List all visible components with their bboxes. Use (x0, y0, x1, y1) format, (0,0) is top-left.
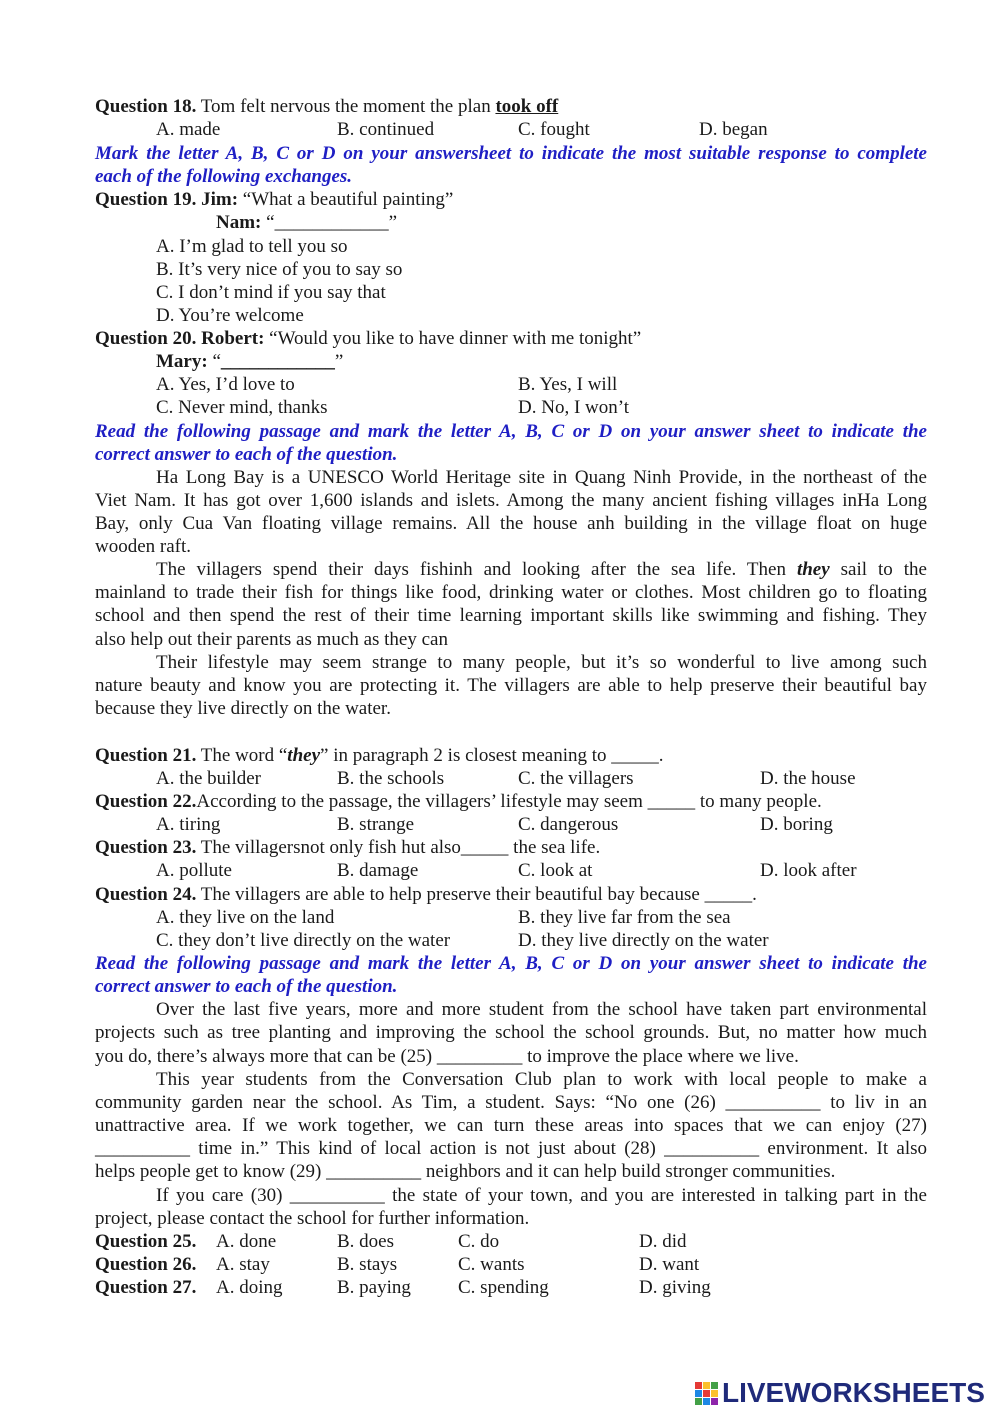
q18-option-a[interactable]: A. made (156, 119, 221, 140)
q20-options-row2 (95, 396, 927, 419)
q24-option-b[interactable]: B. they live far from the sea (518, 907, 731, 928)
q22-option-a[interactable]: A. tiring (156, 814, 221, 835)
q18-number: Question 18. (95, 96, 197, 117)
q25-option-c[interactable]: C. do (458, 1231, 500, 1252)
q20-speaker-robert: Robert: (196, 328, 265, 349)
q20-robert-line: “Would you like to have dinner with me tonight” (264, 328, 642, 349)
q27-option-b[interactable]: B. paying (337, 1277, 411, 1298)
q24-stem (95, 883, 757, 906)
q23-option-d[interactable]: D. look after (760, 860, 857, 881)
passage1-p3-line3: because they live directly on the water. (95, 698, 391, 719)
passage2-p2-line3: unattractive area. If we work together, we can turn these areas into spaces that we can enjoy (27) (95, 1115, 927, 1136)
passage2-p2-line1: This year students from the Conversation Club plan to work with local people to make a (156, 1069, 927, 1090)
q21-option-b[interactable]: B. the schools (337, 768, 445, 789)
passage2-p1-line3: you do, there’s always more that can be (25) _________ to improve the place where we live. (95, 1046, 799, 1067)
q22-options (95, 813, 927, 836)
q24-option-c[interactable]: C. they don’t live directly on the water (156, 930, 451, 951)
q19-option-c[interactable]: C. I don’t mind if you say that (156, 282, 386, 303)
instruction-passage1-line2: correct answer to each of the question. (95, 444, 398, 465)
q23-stem (95, 836, 600, 859)
passage1-p2-line1 (156, 558, 927, 581)
instruction-passage2-line2: correct answer to each of the question. (95, 976, 398, 997)
q19-speaker-nam: Nam: (216, 212, 262, 233)
q24-text: The villagers are able to help preserve their beautiful bay because _____. (196, 884, 757, 905)
q20-options-row1 (95, 373, 927, 396)
q18-options (95, 118, 927, 141)
q25-number: Question 25. (95, 1231, 197, 1252)
passage1-p1-line4: wooden raft. (95, 536, 192, 557)
q20-number: Question 20. (95, 328, 197, 349)
q25-option-d[interactable]: D. did (639, 1231, 687, 1252)
q24-options-row1 (95, 906, 927, 929)
q19-stem (95, 188, 453, 211)
q25-option-b[interactable]: B. does (337, 1231, 394, 1252)
passage2-p2-line5: helps people get to know (29) __________ neighbors and it can help build stronger communities. (95, 1161, 836, 1182)
q24-options-row2 (95, 929, 927, 952)
q26-option-b[interactable]: B. stays (337, 1254, 398, 1275)
q22-text: According to the passage, the villagers’ lifestyle may seem _____ to many people. (196, 791, 822, 812)
passage1-p3-line1: Their lifestyle may seem strange to many people, but it’s so wonderful to live among such (156, 652, 927, 673)
q20-reply-open: “ (207, 351, 221, 372)
q21-options (95, 767, 927, 790)
q23-options (95, 859, 927, 882)
q18-stem (95, 95, 558, 118)
q22-option-b[interactable]: B. strange (337, 814, 415, 835)
passage1-p2-line2: mainland to trade their fish for things like food, drinking water or clothes. Most children go to floating (95, 582, 927, 603)
q21-text-after: ” in paragraph 2 is closest meaning to _____. (320, 745, 664, 766)
passage1-p2-line1-before: The villagers spend their days fishinh and looking after the sea life. Then (156, 559, 797, 580)
passage1-p1-line1: Ha Long Bay is a UNESCO World Heritage site in Quang Ninh Provide, in the northeast of the (156, 467, 927, 488)
q23-text: The villagersnot only fish hut also_____ the sea life. (196, 837, 601, 858)
q20-reply-close: ” (334, 351, 344, 372)
q18-keyword: took off (495, 96, 559, 117)
q18-option-d[interactable]: D. began (699, 119, 768, 140)
q23-option-a[interactable]: A. pollute (156, 860, 232, 881)
q19-reply-blank[interactable]: “____________” (261, 212, 398, 233)
q19-reply (216, 211, 397, 234)
q18-option-c[interactable]: C. fought (518, 119, 590, 140)
passage1-p2-line4: also help out their parents as much as they can (95, 629, 448, 650)
instruction-exchanges-line1: Mark the letter A, B, C or D on your answersheet to indicate the most suitable response to complete (95, 143, 927, 164)
q27-row (95, 1276, 927, 1299)
q27-option-a[interactable]: A. doing (216, 1277, 283, 1298)
q19-option-a[interactable]: A. I’m glad to tell you so (156, 236, 348, 257)
q24-number: Question 24. (95, 884, 197, 905)
passage2-p3-line2: project, please contact the school for further information. (95, 1208, 530, 1229)
q24-option-a[interactable]: A. they live on the land (156, 907, 335, 928)
q19-jim-line: “What a beautiful painting” (238, 189, 454, 210)
passage2-p1-line1: Over the last five years, more and more student from the school have taken part environmental (156, 999, 927, 1020)
q27-option-d[interactable]: D. giving (639, 1277, 711, 1298)
q19-option-d[interactable]: D. You’re welcome (156, 305, 304, 326)
liveworksheets-logo-icon (695, 1382, 718, 1405)
passage2-p3-line1: If you care (30) __________ the state of your town, and you are interested in talking part in the (156, 1185, 927, 1206)
q19-speaker-jim: Jim: (196, 189, 239, 210)
instruction-exchanges-line2: each of the following exchanges. (95, 166, 353, 187)
passage2-p2-line4: __________ time in.” This kind of local action is not just about (28) __________ environment. It also (95, 1138, 927, 1159)
q18-text: Tom felt nervous the moment the plan (196, 96, 496, 117)
q20-reply-blank[interactable]: ____________ (220, 351, 335, 372)
q26-option-d[interactable]: D. want (639, 1254, 700, 1275)
passage1-keyword-they: they (796, 559, 830, 580)
liveworksheets-logo[interactable] (695, 1378, 985, 1408)
q20-option-c[interactable]: C. Never mind, thanks (156, 397, 328, 418)
q23-option-c[interactable]: C. look at (518, 860, 593, 881)
q22-number: Question 22. (95, 791, 197, 812)
liveworksheets-logo-text: LIVEWORKSHEETS (722, 1377, 985, 1408)
q20-option-a[interactable]: A. Yes, I’d love to (156, 374, 295, 395)
instruction-passage1-line1: Read the following passage and mark the letter A, B, C or D on your answer sheet to indicate the (95, 421, 927, 442)
q26-option-c[interactable]: C. wants (458, 1254, 525, 1275)
passage1-p2-line3: school and then spend the rest of their time learning important skills like swimming and fishing. They (95, 605, 927, 626)
passage1-p2-line1-after: sail to the (829, 559, 927, 580)
q22-stem (95, 790, 822, 813)
q27-option-c[interactable]: C. spending (458, 1277, 549, 1298)
passage2-p2-line2: community garden near the school. As Tim, a student. Says: “No one (26) __________ to liv in an (95, 1092, 927, 1113)
q26-number: Question 26. (95, 1254, 197, 1275)
q20-stem (95, 327, 641, 350)
q19-option-b[interactable]: B. It’s very nice of you to say so (156, 259, 403, 280)
q21-stem (95, 744, 664, 767)
q21-option-c[interactable]: C. the villagers (518, 768, 634, 789)
passage2-p1-line2: projects such as tree planting and improving the school the school grounds. But, no matter how much (95, 1022, 927, 1043)
q21-option-a[interactable]: A. the builder (156, 768, 262, 789)
q23-number: Question 23. (95, 837, 197, 858)
q21-text-before: The word “ (196, 745, 288, 766)
q20-speaker-mary: Mary: (156, 351, 208, 372)
q26-row (95, 1253, 927, 1276)
q25-row (95, 1230, 927, 1253)
q22-option-c[interactable]: C. dangerous (518, 814, 619, 835)
q23-option-b[interactable]: B. damage (337, 860, 419, 881)
q20-option-b[interactable]: B. Yes, I will (518, 374, 618, 395)
q20-option-d[interactable]: D. No, I won’t (518, 397, 630, 418)
q21-number: Question 21. (95, 745, 197, 766)
instruction-passage2-line1: Read the following passage and mark the letter A, B, C or D on your answer sheet to indicate the (95, 953, 927, 974)
q22-option-d[interactable]: D. boring (760, 814, 833, 835)
passage1-p1-line3: Bay, only Cua Van floating village remains. All the house anh building in the village float on huge (95, 513, 927, 534)
passage1-p1-line2: Viet Nam. It has got over 1,600 islands and islets. Among the many ancient fishing villages inHa Long (95, 490, 927, 511)
q24-option-d[interactable]: D. they live directly on the water (518, 930, 769, 951)
q18-option-b[interactable]: B. continued (337, 119, 435, 140)
passage1-p3-line2: nature beauty and know you are protecting it. The villagers are able to help preserve their beautiful bay (95, 675, 927, 696)
q27-number: Question 27. (95, 1277, 197, 1298)
q19-number: Question 19. (95, 189, 197, 210)
q26-option-a[interactable]: A. stay (216, 1254, 270, 1275)
q25-option-a[interactable]: A. done (216, 1231, 277, 1252)
q21-keyword: they (287, 745, 321, 766)
q21-option-d[interactable]: D. the house (760, 768, 856, 789)
q20-reply (156, 350, 343, 373)
